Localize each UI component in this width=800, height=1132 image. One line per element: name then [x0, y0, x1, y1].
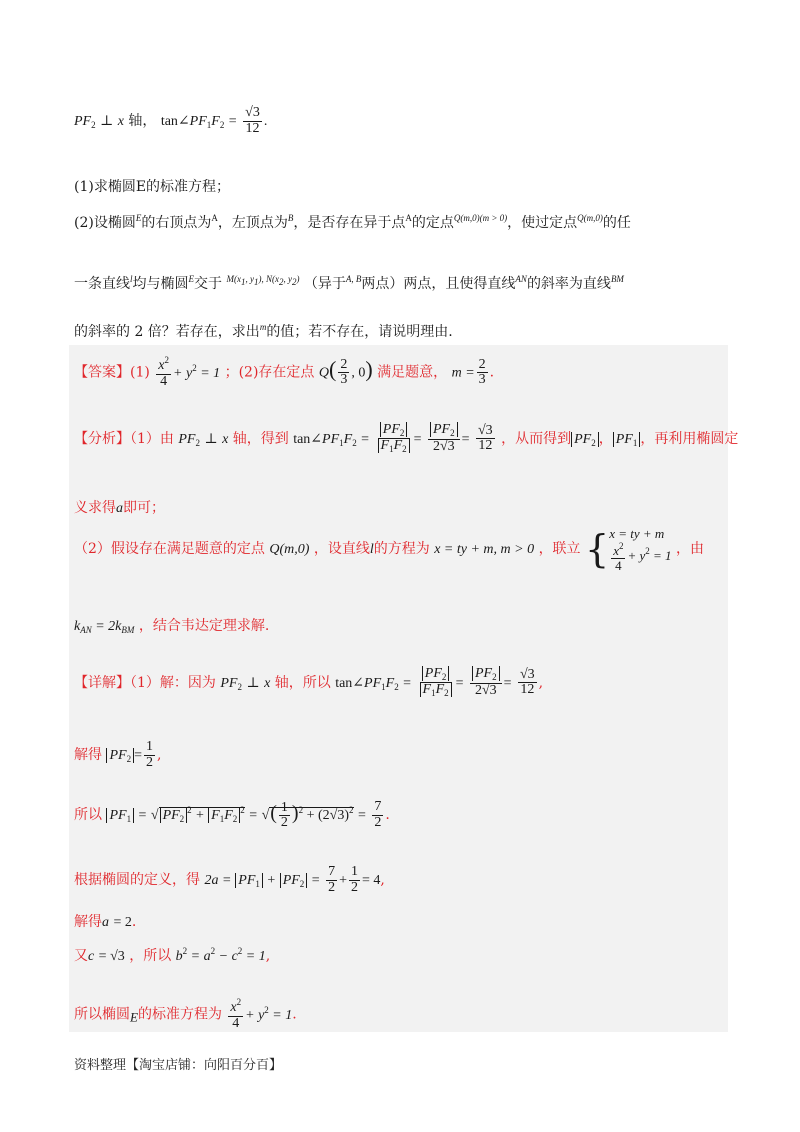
detail-line3: 所以 $PF_1$ = √ $PF_2^2 + F_1F_2^2$ = √( $\frac{1}{2}$ )$^2 + (2√3)^2$ = $\frac{7}{2}$ . [74, 799, 390, 831]
part1-question: (1)求椭圆E的标准方程； [74, 179, 231, 195]
detail-line6: 又c = √3 ，所以 $b^2 = a^2 - c^2 = 1$, [74, 946, 271, 964]
detail-line7: 所以椭圆$_E$的标准方程为 $\frac{x^2}{4}$ + $y^2 = 1$. [74, 997, 297, 1031]
page-footer: 资料整理【淘宝店铺：向阳百分百】 [74, 1058, 283, 1073]
detail-line5: 解得a = 2. [74, 914, 137, 930]
detail-line1: 【详解】（1）解：因为 $PF_2$ ⊥ x 轴，所以 $\tan\angle PF_1F_2$ = $\frac{PF_2}{F_1F_2}$ = $\frac{PF_2}{2√3}$ = $\frac{√3}{12}$ , [74, 666, 544, 699]
problem-condition-line: $PF_2$ ⊥ x 轴， $\tan\angle PF_1F_2$ = $\frac{√3}{12}$ . [74, 105, 268, 136]
part2-question-line1: (2)设椭圆$^E$的右顶点为$^A$，左顶点为$^B$，是否存在异于点$^A$的定点$^{Q(m,0)(m > 0)}$，使过定点$^{Q(m,0)}$的任 [74, 213, 631, 231]
detail-line2: 解得 $PF_2$ = $\frac{1}{2}$ , [74, 739, 162, 770]
detail-line4: 根据椭圆的定义，得 $2a = PF_1 + PF_2$ = $\frac{7}{2}$ + $\frac{1}{2}$ = 4, [74, 864, 385, 895]
cond-text: 轴， [128, 113, 157, 130]
detail-tag: 【详解】 [74, 674, 130, 691]
analysis-line1: 【分析】（1）由 $PF_2$ ⊥ x 轴，得到 $\tan\angle PF_1F_2$ = $\frac{PF_2}{F_1F_2}$ = $\frac{PF_2}{2√3}$ = $\frac{√3}{12}$ ，从而得到 $PF_2$ ， $PF_1$ ，再利用椭圆定 [74, 422, 739, 455]
analysis-tag: 【分析】 [74, 430, 130, 447]
answer-line: 【答案】(1) $\frac{x^2}{4}$ + $y^2 = 1$ ；(2)存在定点 Q( $\frac{2}{3}$ , 0) 满足题意， m = $\frac{2}{3}$ . [74, 355, 495, 389]
part2-question-line2: 一条直线$^l$均与椭圆$^E$交于 $^{M(x_1, y_1), N(x_2, y_2)}$ （异于$^{A, B}$两点）两点，且使得直线$^{AN}$的斜率为直线$^{BM}$ [74, 274, 624, 292]
analysis-line2: 义求得a即可； [74, 500, 165, 516]
analysis-line3: （2）假设存在满足题意的定点 Q(m,0) ，设直线l的方程为 x = ty + m, m > 0 ，联立 { x = ty + m $\frac{x^2}{4}$ + $y^2 = 1$ ，由 [74, 526, 705, 573]
analysis-line4: $k_{AN} = 2k_{BM}$ ，结合韦达定理求解. [74, 618, 270, 635]
answer-tag: 【答案】 [74, 364, 130, 381]
part2-question-line3: 的斜率的 2 倍？若存在，求出$^m$的值；若不存在，请说明理由. [74, 322, 453, 340]
